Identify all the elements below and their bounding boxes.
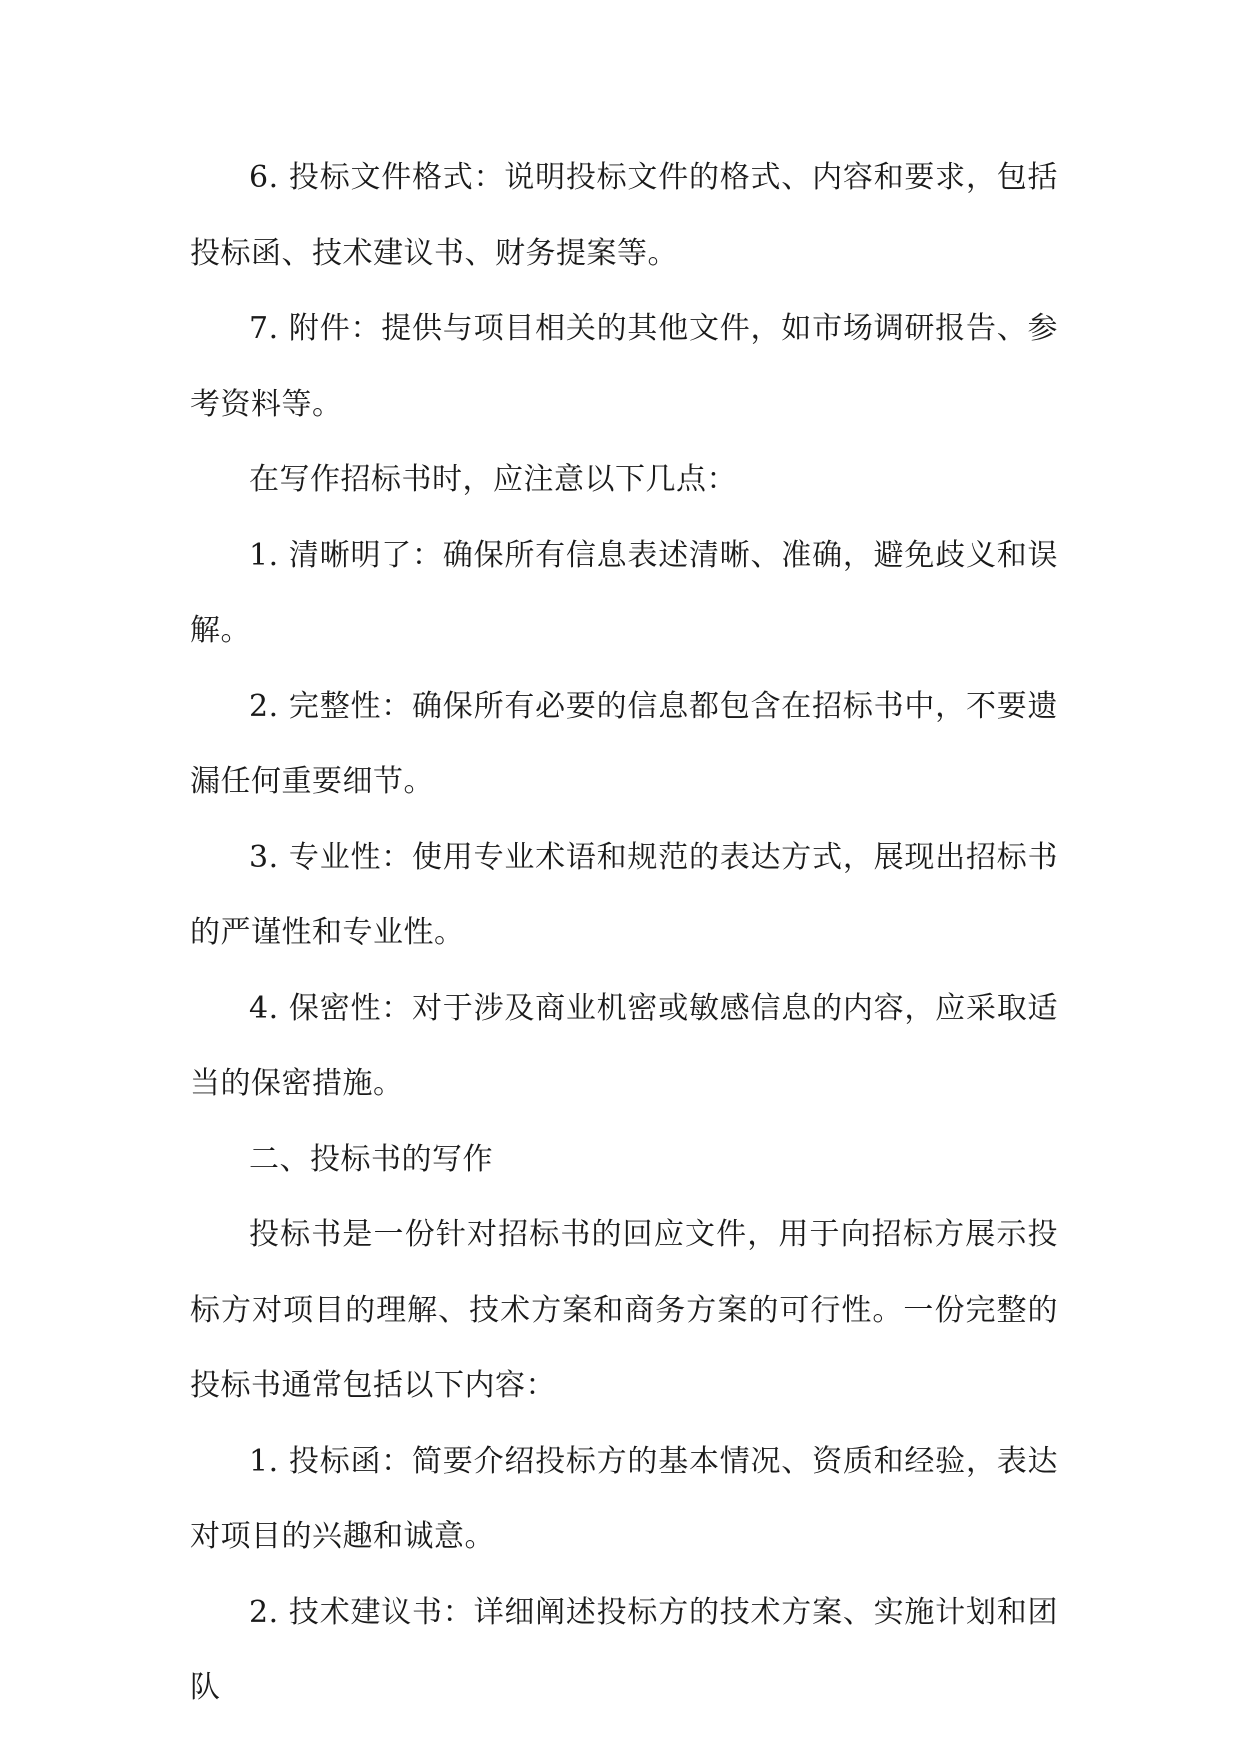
paragraph-writing-notes-intro: 在写作招标书时，应注意以下几点：: [249, 462, 737, 497]
paragraph-bid-letter: 1. 投标函：简要介绍投标方的基本情况、资质和经验，表达对项目的兴趣和诚意。: [190, 1443, 1058, 1554]
paragraph-clarity: 1. 清晰明了：确保所有信息表述清晰、准确，避免歧义和误解。: [190, 537, 1058, 648]
paragraph-completeness: 2. 完整性：确保所有必要的信息都包含在招标书中，不要遗漏任何重要细节。: [190, 688, 1058, 799]
paragraph-confidentiality: 4. 保密性：对于涉及商业机密或敏感信息的内容，应采取适当的保密措施。: [190, 990, 1058, 1101]
paragraph-technical-proposal: 2. 技术建议书：详细阐述投标方的技术方案、实施计划和团队: [190, 1594, 1058, 1705]
paragraph-bid-definition: 投标书是一份针对招标书的回应文件，用于向招标方展示投标方对项目的理解、技术方案和商务方案的可行性。一份完整的投标书通常包括以下内容：: [190, 1217, 1058, 1403]
paragraph-bid-file-format: 6. 投标文件格式：说明投标文件的格式、内容和要求，包括投标函、技术建议书、财务提案等。: [190, 160, 1058, 271]
paragraph-professionalism: 3. 专业性：使用专业术语和规范的表达方式，展现出招标书的严谨性和专业性。: [190, 839, 1058, 950]
section-heading-bid-writing: 二、投标书的写作: [249, 1141, 493, 1177]
document-body: [190, 140, 1058, 1726]
paragraph-attachments: 7. 附件：提供与项目相关的其他文件，如市场调研报告、参考资料等。: [190, 311, 1058, 422]
